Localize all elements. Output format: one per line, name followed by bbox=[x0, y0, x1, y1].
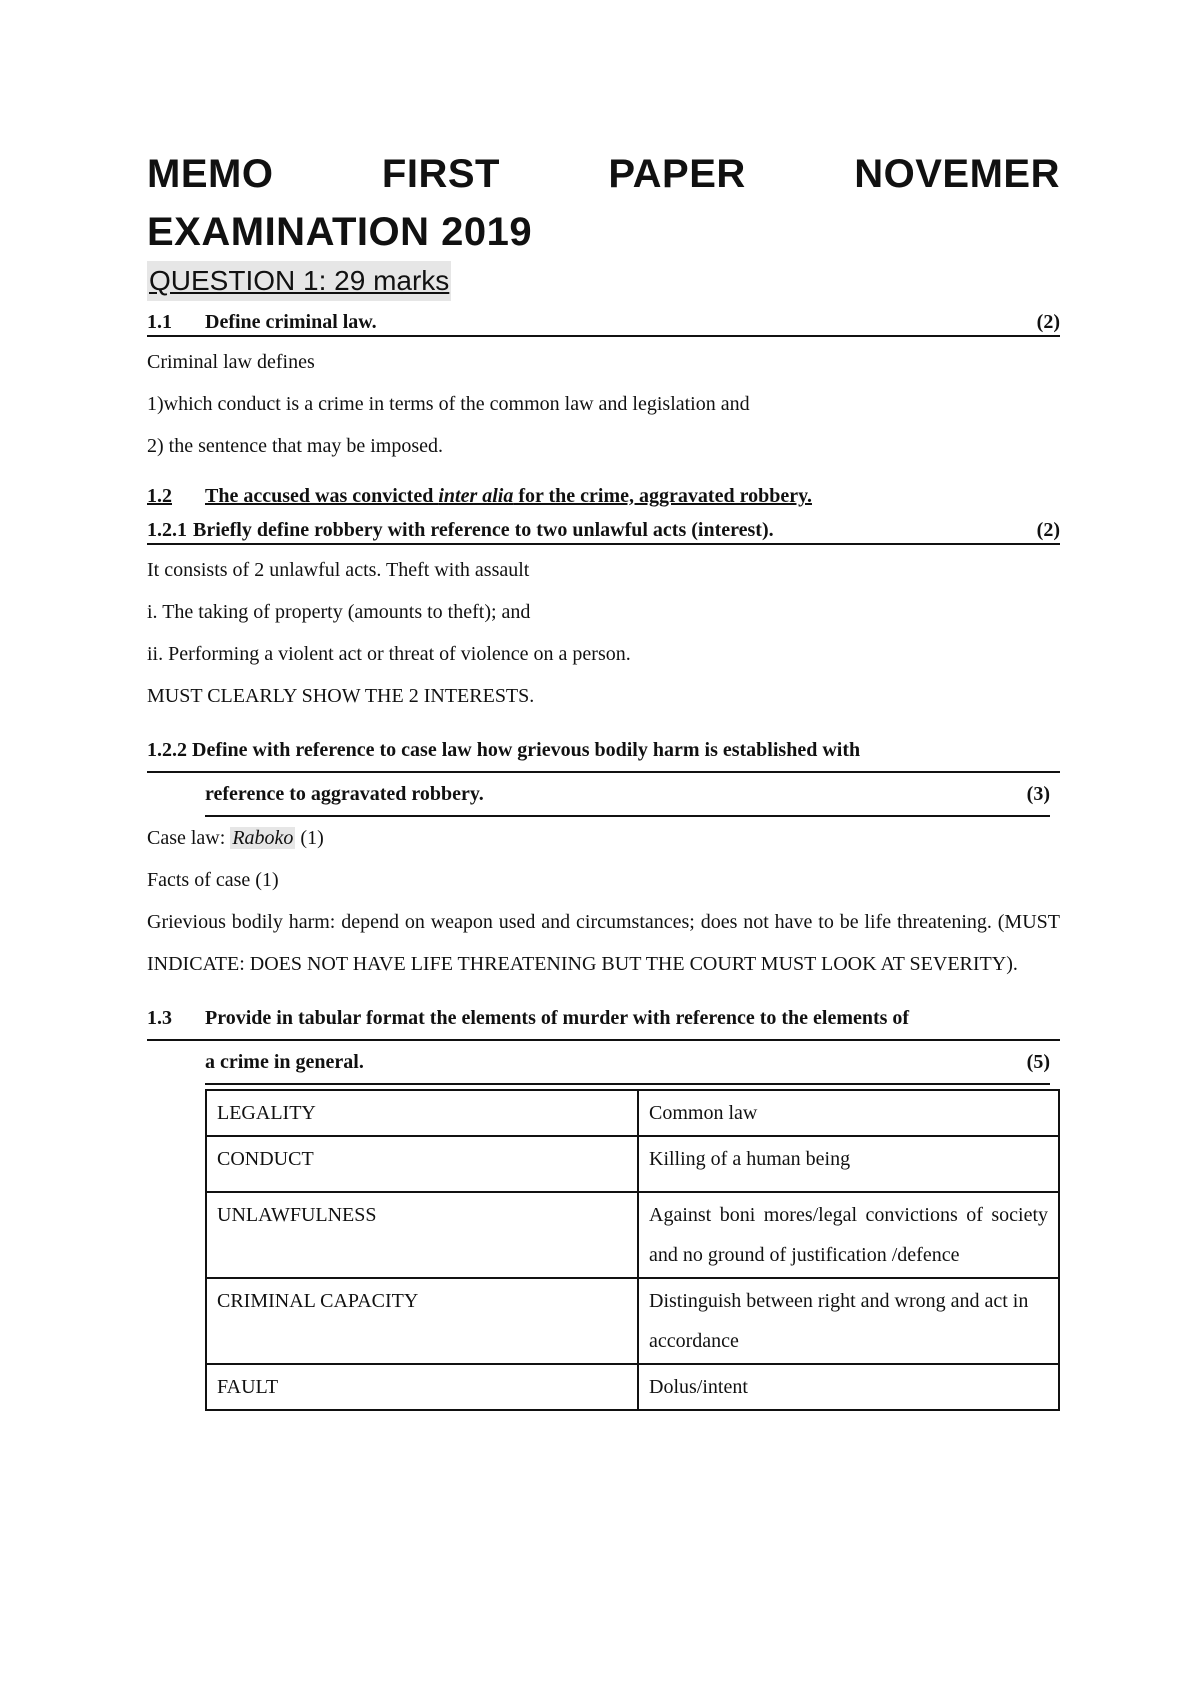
document-title bbox=[147, 145, 1060, 261]
title-word: FIRST bbox=[381, 152, 500, 196]
question-text: a crime in general. bbox=[205, 1051, 364, 1073]
question-text-wrap bbox=[147, 997, 909, 1039]
question-1-3 bbox=[147, 997, 1060, 1085]
question-line-2 bbox=[205, 1041, 1050, 1085]
title-word: NOVEMER bbox=[854, 152, 1060, 196]
memo-document bbox=[147, 145, 1060, 1411]
table-cell-element: CRIMINAL CAPACITY bbox=[206, 1278, 638, 1364]
answer-line: ii. Performing a violent act or threat of violence on a person. bbox=[147, 643, 631, 665]
table-cell-description: Dolus/intent bbox=[638, 1364, 1059, 1410]
case-mark: (1) bbox=[295, 827, 324, 849]
elements-table bbox=[205, 1089, 1060, 1411]
question-1-2-2 bbox=[147, 729, 1060, 817]
question-1-1 bbox=[147, 309, 1060, 337]
table-cell-description: Against boni mores/legal convictions of society and no ground of justification /defence bbox=[638, 1192, 1059, 1278]
case-law-line bbox=[147, 817, 1060, 859]
table-row bbox=[206, 1278, 1059, 1364]
answer-line: i. The taking of property (amounts to theft); and bbox=[147, 601, 531, 623]
question-heading: QUESTION 1: 29 marks bbox=[147, 261, 451, 301]
question-marks: (2) bbox=[1036, 311, 1060, 333]
title-word: MEMO bbox=[147, 152, 274, 196]
question-marks: (5) bbox=[1026, 1051, 1050, 1073]
question-text-part: The accused was convicted bbox=[205, 485, 439, 507]
answer-line: 1)which conduct is a crime in terms of the common law and legislation and bbox=[147, 393, 750, 415]
table-cell-element: FAULT bbox=[206, 1364, 638, 1410]
question-text: Define with reference to case law how grievous bodily harm is established with bbox=[192, 739, 861, 761]
answer-1-1 bbox=[147, 341, 1060, 467]
table-cell-description: Distinguish between right and wrong and act in accordance bbox=[638, 1278, 1059, 1364]
table-cell-element: LEGALITY bbox=[206, 1090, 638, 1136]
answer-paragraph: Grievious bodily harm: depend on weapon used and circumstances; does not have to be life threatening. (MUST INDICATE: DOES NOT HAVE LIFE THREATENING BUT THE COURT MUST LOOK AT SEVERITY). bbox=[147, 911, 1060, 975]
question-text-italic: inter alia bbox=[438, 485, 514, 507]
table-row bbox=[206, 1136, 1059, 1192]
question-text: reference to aggravated robbery. bbox=[205, 783, 484, 805]
answer-line: Criminal law defines bbox=[147, 351, 315, 373]
question-line-1 bbox=[147, 997, 1060, 1041]
answer-line: Facts of case (1) bbox=[147, 869, 279, 891]
table-row bbox=[206, 1192, 1059, 1278]
table-row bbox=[206, 1090, 1059, 1136]
question-line-1 bbox=[147, 729, 1060, 773]
question-number: 1.2 bbox=[147, 485, 172, 507]
case-name: Raboko bbox=[232, 827, 294, 849]
answer-line: MUST CLEARLY SHOW THE 2 INTERESTS. bbox=[147, 685, 535, 707]
title-word: PAPER bbox=[608, 152, 746, 196]
question-number: 1.2.1 bbox=[147, 519, 187, 541]
question-marks: (2) bbox=[1036, 519, 1060, 541]
answer-1-2-2 bbox=[147, 817, 1060, 985]
question-text-wrap bbox=[147, 729, 860, 771]
table-cell-element: CONDUCT bbox=[206, 1136, 638, 1192]
question-text: Briefly define robbery with reference to two unlawful acts (interest). bbox=[193, 519, 774, 541]
question-text bbox=[205, 483, 812, 509]
question-number: 1.2.2 bbox=[147, 739, 187, 761]
table-row bbox=[206, 1364, 1059, 1410]
question-text-part: for the crime, aggravated robbery. bbox=[513, 485, 812, 507]
case-law-label: Case law: bbox=[147, 827, 231, 849]
table-cell-description: Common law bbox=[638, 1090, 1059, 1136]
question-text: Provide in tabular format the elements of murder with reference to the elements of bbox=[205, 1007, 910, 1029]
question-1-2-1 bbox=[147, 517, 1060, 545]
title-line-2: EXAMINATION 2019 bbox=[147, 210, 533, 254]
answer-line: It consists of 2 unlawful acts. Theft with assault bbox=[147, 559, 530, 581]
question-1-2 bbox=[147, 483, 1060, 509]
table-cell-element: UNLAWFULNESS bbox=[206, 1192, 638, 1278]
answer-1-2-1 bbox=[147, 549, 1060, 717]
question-number: 1.1 bbox=[147, 311, 172, 333]
question-text: Define criminal law. bbox=[205, 311, 377, 333]
question-line-2 bbox=[205, 773, 1050, 817]
table-cell-description: Killing of a human being bbox=[638, 1136, 1059, 1192]
answer-line: 2) the sentence that may be imposed. bbox=[147, 435, 444, 457]
question-marks: (3) bbox=[1026, 783, 1050, 805]
title-line-1 bbox=[147, 145, 1060, 203]
question-number: 1.3 bbox=[147, 1007, 172, 1029]
